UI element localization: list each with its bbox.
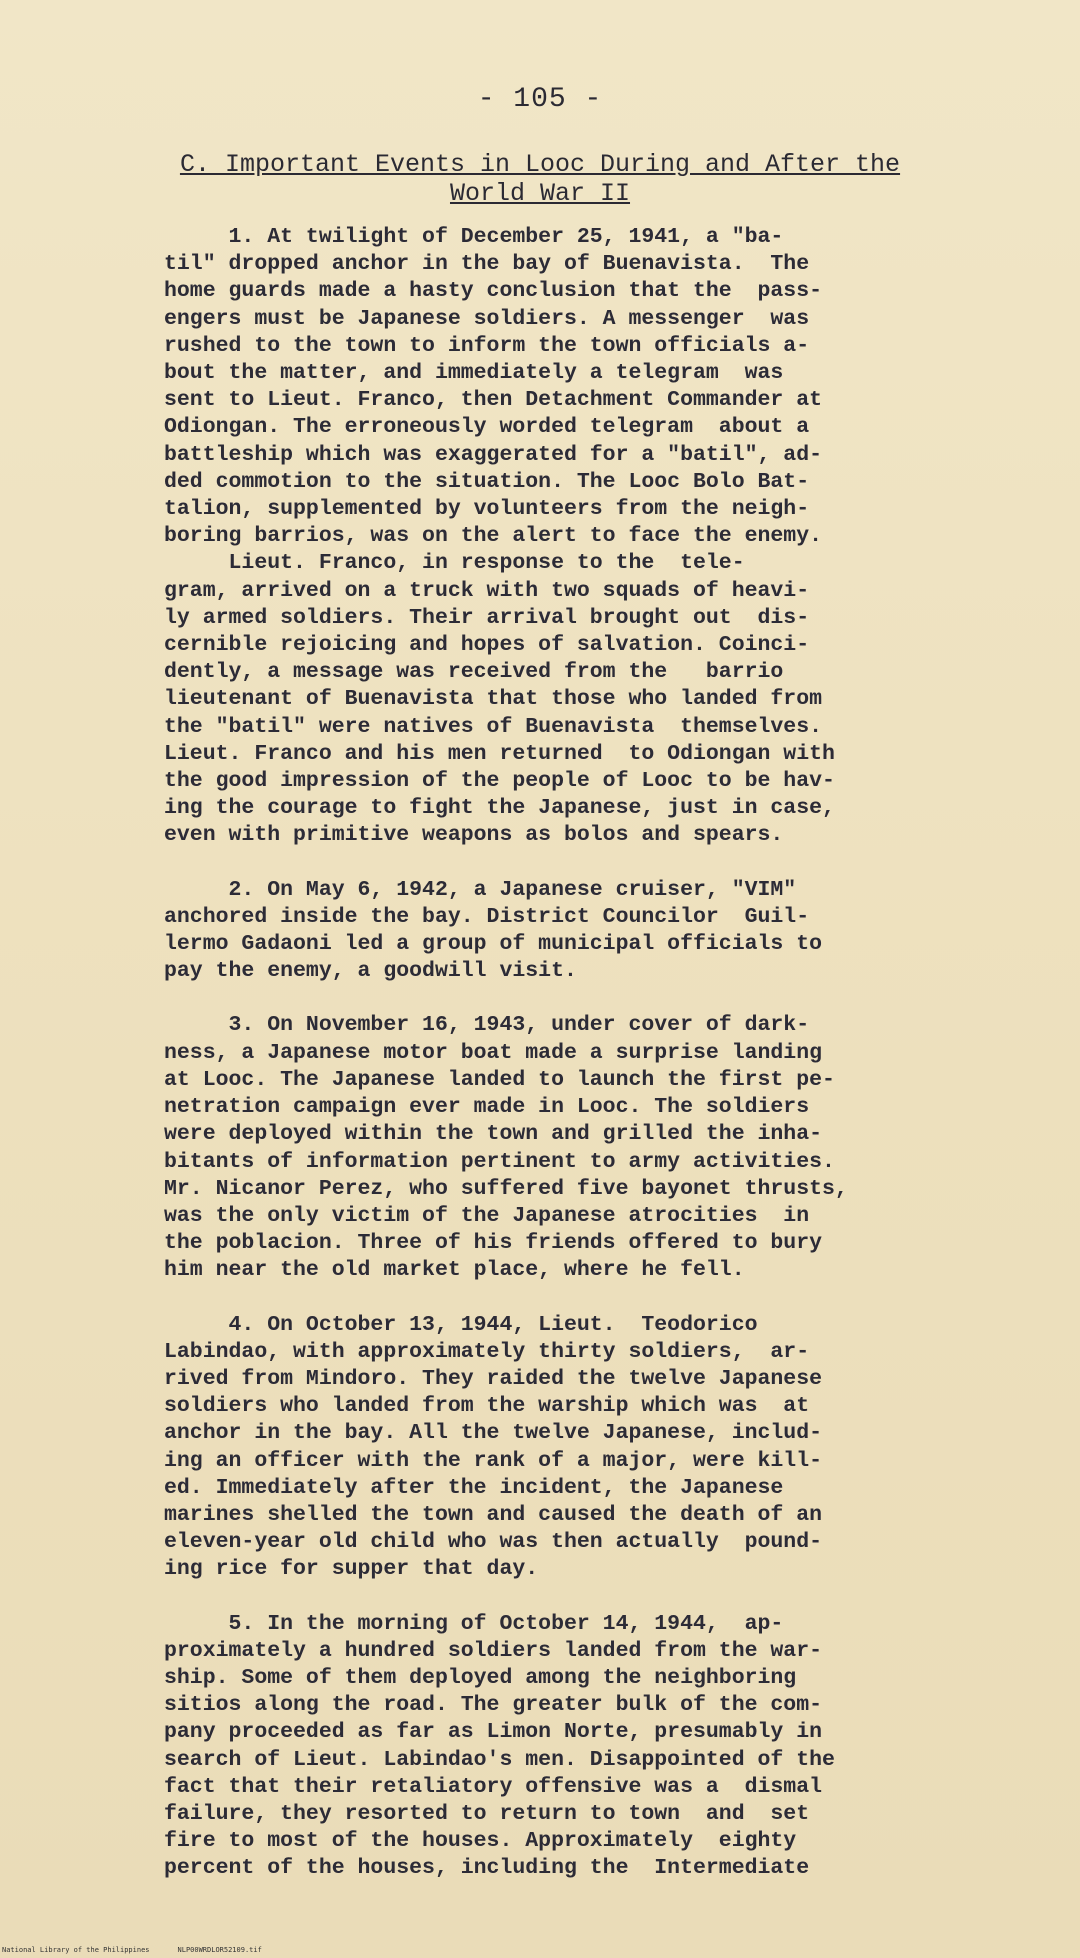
text-line: lieutenant of Buenavista that those who landed from (164, 687, 823, 712)
text-line: rived from Mindoro. They raided the twelve Japanese (164, 1366, 823, 1391)
text-line: him near the old market place, where he fell. (164, 1258, 745, 1283)
text-line: fact that their retaliatory offensive was a dismal (164, 1774, 823, 1799)
text-line: 5. In the morning of October 14, 1944, ap- (164, 1611, 784, 1636)
section-heading-line-2: World War II (449, 179, 631, 208)
text-line: even with primitive weapons as bolos and spears. (164, 823, 784, 848)
text-line: ness, a Japanese motor boat made a surprise landing (164, 1040, 823, 1065)
text-line: engers must be Japanese soldiers. A messenger was (164, 306, 810, 331)
text-line: til" dropped anchor in the bay of Buenavista. The (164, 252, 810, 277)
text-line: soldiers who landed from the warship which was at (164, 1394, 810, 1419)
text-line: Lieut. Franco, in response to the tele- (164, 551, 745, 576)
section-heading-line-1: C. Important Events in Looc During and After the (179, 150, 901, 179)
paragraph-2 (164, 877, 939, 986)
footer-library: National Library of the Philippines (2, 1946, 150, 1954)
text-line: the poblacion. Three of his friends offered to bury (164, 1231, 823, 1256)
text-line: ing rice for supper that day. (164, 1557, 539, 1582)
text-line: talion, supplemented by volunteers from the neigh- (164, 497, 810, 522)
paragraph-4 (164, 1312, 939, 1584)
body-text (164, 224, 939, 1910)
paragraph-3 (164, 1012, 939, 1284)
text-line: the good impression of the people of Looc to be hav- (164, 769, 835, 794)
text-line: boring barrios, was on the alert to face the enemy. (164, 524, 823, 549)
text-line: 1. At twilight of December 25, 1941, a "ba- (164, 225, 784, 249)
text-line: ed. Immediately after the incident, the Japanese (164, 1475, 784, 1500)
text-line: were deployed within the town and grilled the inha- (164, 1122, 823, 1147)
text-line: eleven-year old child who was then actually pound- (164, 1530, 823, 1555)
text-line: percent of the houses, including the Intermediate (164, 1856, 810, 1881)
text-line: pay the enemy, a goodwill visit. (164, 959, 577, 984)
text-line: cernible rejoicing and hopes of salvation. Coinci- (164, 633, 810, 658)
text-line: sitios along the road. The greater bulk of the com- (164, 1693, 823, 1718)
paragraph-5 (164, 1611, 939, 1883)
text-line: sent to Lieut. Franco, then Detachment Commander at (164, 388, 823, 413)
paragraph-1 (164, 224, 939, 850)
footer-file-id: NLP00WRDLOR52109.tif (177, 1946, 262, 1954)
text-line: proximately a hundred soldiers landed from the war- (164, 1638, 823, 1663)
text-line: battleship which was exaggerated for a "batil", ad- (164, 442, 823, 467)
text-line: failure, they resorted to return to town and set (164, 1801, 810, 1826)
text-line: fire to most of the houses. Approximately eighty (164, 1829, 797, 1854)
text-line: marines shelled the town and caused the death of an (164, 1502, 823, 1527)
text-line: ing the courage to fight the Japanese, just in case, (164, 796, 835, 821)
text-line: home guards made a hasty conclusion that the pass- (164, 279, 823, 304)
text-line: ing an officer with the rank of a major, were kill- (164, 1448, 823, 1473)
text-line: bitants of information pertinent to army activities. (164, 1149, 835, 1174)
text-line: anchored inside the bay. District Councilor Guil- (164, 904, 810, 929)
text-line: at Looc. The Japanese landed to launch the first pe- (164, 1067, 835, 1092)
section-heading (0, 150, 1080, 208)
text-line: rushed to the town to inform the town officials a- (164, 333, 810, 358)
text-line: ly armed soldiers. Their arrival brought out dis- (164, 605, 810, 630)
text-line: anchor in the bay. All the twelve Japanese, includ- (164, 1421, 823, 1446)
text-line: Odiongan. The erroneously worded telegram about a (164, 415, 810, 440)
text-line: 4. On October 13, 1944, Lieut. Teodorico (164, 1312, 758, 1337)
text-line: bout the matter, and immediately a telegram was (164, 361, 784, 386)
text-line: was the only victim of the Japanese atrocities in (164, 1203, 810, 1228)
text-line: Labindao, with approximately thirty soldiers, ar- (164, 1339, 810, 1364)
text-line: search of Lieut. Labindao's men. Disappointed of the (164, 1747, 835, 1772)
text-line: ded commotion to the situation. The Looc Bolo Bat- (164, 469, 810, 494)
text-line: 3. On November 16, 1943, under cover of dark- (164, 1013, 810, 1038)
text-line: the "batil" were natives of Buenavista themselves. (164, 714, 823, 739)
text-line: Lieut. Franco and his men returned to Odiongan with (164, 741, 835, 766)
page-number: - 105 - (477, 84, 603, 115)
text-line: dently, a message was received from the barrio (164, 660, 784, 685)
text-line: Mr. Nicanor Perez, who suffered five bayonet thrusts, (164, 1176, 848, 1201)
text-line: lermo Gadaoni led a group of municipal officials to (164, 932, 823, 957)
text-line: 2. On May 6, 1942, a Japanese cruiser, "VIM" (164, 877, 797, 902)
text-line: gram, arrived on a truck with two squads of heavi- (164, 578, 810, 603)
scan-footer (2, 1946, 290, 1954)
text-line: ship. Some of them deployed among the neighboring (164, 1665, 797, 1690)
text-line: pany proceeded as far as Limon Norte, presumably in (164, 1720, 823, 1745)
text-line: netration campaign ever made in Looc. The soldiers (164, 1095, 810, 1120)
